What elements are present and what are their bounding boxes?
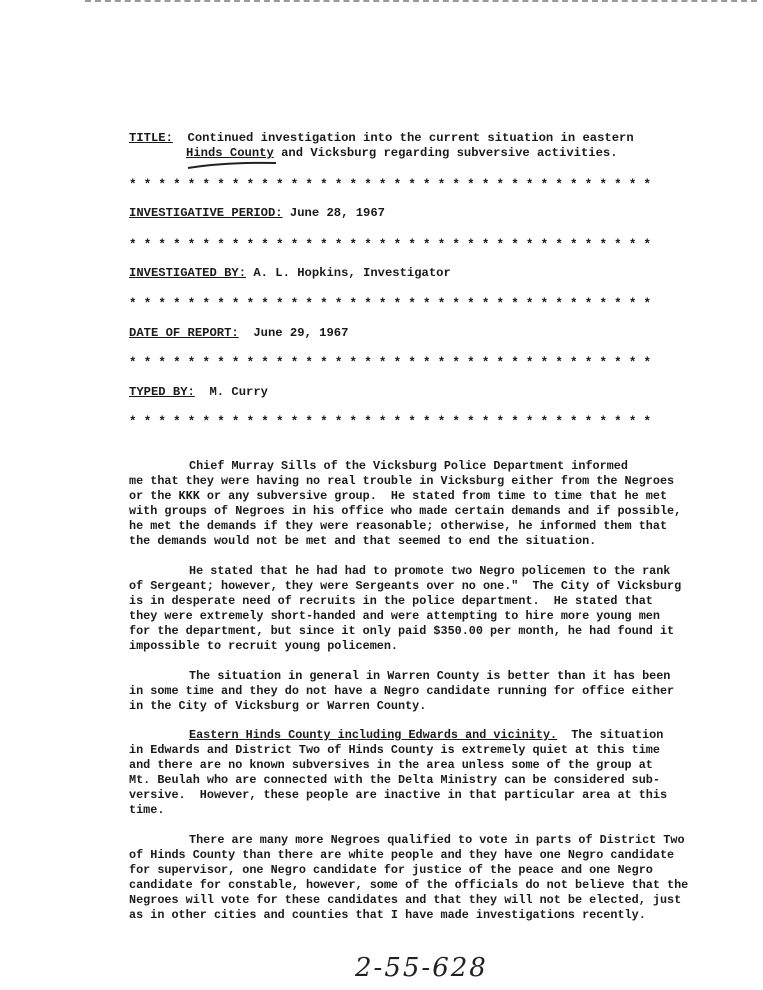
p1-line: the demands would not be met and that seemed to end the situation. — [129, 534, 597, 548]
p3-line: in some time and they do not have a Negro candidate running for office either — [129, 684, 675, 698]
title-label: TITLE: — [129, 131, 173, 145]
report-date-block — [129, 326, 348, 341]
p2-line: He stated that he had had to promote two Negro policemen to the rank — [189, 564, 671, 578]
separator-2: ************************************ — [129, 238, 659, 252]
p2-line: of Sergeant; however, they were Sergeants over no one." The City of Vicksburg — [129, 579, 682, 593]
p1-line: or the KKK or any subversive group. He stated from time to time that he met — [129, 489, 668, 503]
p5-line: Negroes will vote for these candidates and that they will not be elected, just — [129, 893, 682, 907]
handwritten-document-number: 2-55-628 — [355, 953, 488, 983]
p4-line: versive. However, these people are inactive in that particular area at this — [129, 788, 668, 802]
period-block — [129, 206, 385, 221]
p2-line: is in desperate need of recruits in the police department. He stated that — [129, 594, 653, 608]
p5-line: candidate for constable, however, some of the officials do not believe that the — [129, 878, 689, 892]
p3-line: The situation in general in Warren County is better than it has been — [189, 669, 671, 683]
p5-line: of Hinds County than there are white people and they have one Negro candidate — [129, 848, 675, 862]
p4-first-rest: The situation — [557, 728, 664, 742]
section-heading-eastern-hinds: Eastern Hinds County including Edwards and vicinity. — [189, 728, 558, 742]
title-block — [129, 131, 634, 161]
pen-underline-mark — [186, 160, 278, 170]
title-hinds-county: Hinds County — [186, 146, 274, 160]
separator-1: ************************************ — [129, 178, 659, 192]
paragraph-3 — [129, 669, 703, 714]
p4-line: and there are no known subversives in the area unless some of the group at — [129, 758, 653, 772]
p2-line: impossible to recruit young policemen. — [129, 639, 399, 653]
p4-line: Mt. Beulah who are connected with the Delta Ministry can be considered sub- — [129, 773, 660, 787]
period-value: June 28, 1967 — [282, 206, 385, 220]
p5-line: for supervisor, one Negro candidate for justice of the peace and one Negro — [129, 863, 653, 877]
p1-line: me that they were having no real trouble in Vicksburg either from the Negroes — [129, 474, 675, 488]
p5-line: There are many more Negroes qualified to vote in parts of District Two — [189, 833, 685, 847]
title-text-1: Continued investigation into the current situation in eastern — [187, 131, 634, 145]
p2-line: for the department, but since it only paid $350.00 per month, he had found it — [129, 624, 675, 638]
typed-block — [129, 385, 268, 400]
title-line-2 — [129, 146, 634, 161]
p2-line: they were extremely short-handed and were attempting to hire more young men — [129, 609, 660, 623]
p4-line: in Edwards and District Two of Hinds County is extremely quiet at this time — [129, 743, 660, 757]
separator-4: ************************************ — [129, 356, 659, 370]
paragraph-2 — [129, 564, 703, 654]
investigator-block — [129, 266, 451, 281]
investigator-value: A. L. Hopkins, Investigator — [246, 266, 451, 280]
report-label: DATE OF REPORT: — [129, 326, 239, 340]
p1-line: Chief Murray Sills of the Vicksburg Police Department informed — [189, 459, 628, 473]
separator-3: ************************************ — [129, 297, 659, 311]
p1-line: he met the demands if they were reasonable; otherwise, he informed them that — [129, 519, 668, 533]
paragraph-4 — [129, 728, 703, 818]
p3-line: in the City of Vicksburg or Warren County. — [129, 699, 427, 713]
typed-label: TYPED BY: — [129, 385, 195, 399]
title-line-1 — [129, 131, 634, 146]
report-value: June 29, 1967 — [238, 326, 349, 340]
separator-5: ************************************ — [129, 415, 659, 429]
scan-edge-line — [85, 0, 757, 2]
paragraph-1 — [129, 459, 703, 549]
p4-first-line — [129, 728, 703, 743]
p5-line: as in other cities and counties that I have made investigations recently. — [129, 908, 646, 922]
title-text-2: and Vicksburg regarding subversive activities. — [273, 146, 618, 160]
paragraph-5 — [129, 833, 703, 923]
investigator-label: INVESTIGATED BY: — [129, 266, 247, 280]
typed-value: M. Curry — [194, 385, 268, 399]
p4-line: time. — [129, 803, 165, 817]
period-label: INVESTIGATIVE PERIOD: — [129, 206, 283, 220]
p1-line: with groups of Negroes in his office who made certain demands and if possible, — [129, 504, 682, 518]
